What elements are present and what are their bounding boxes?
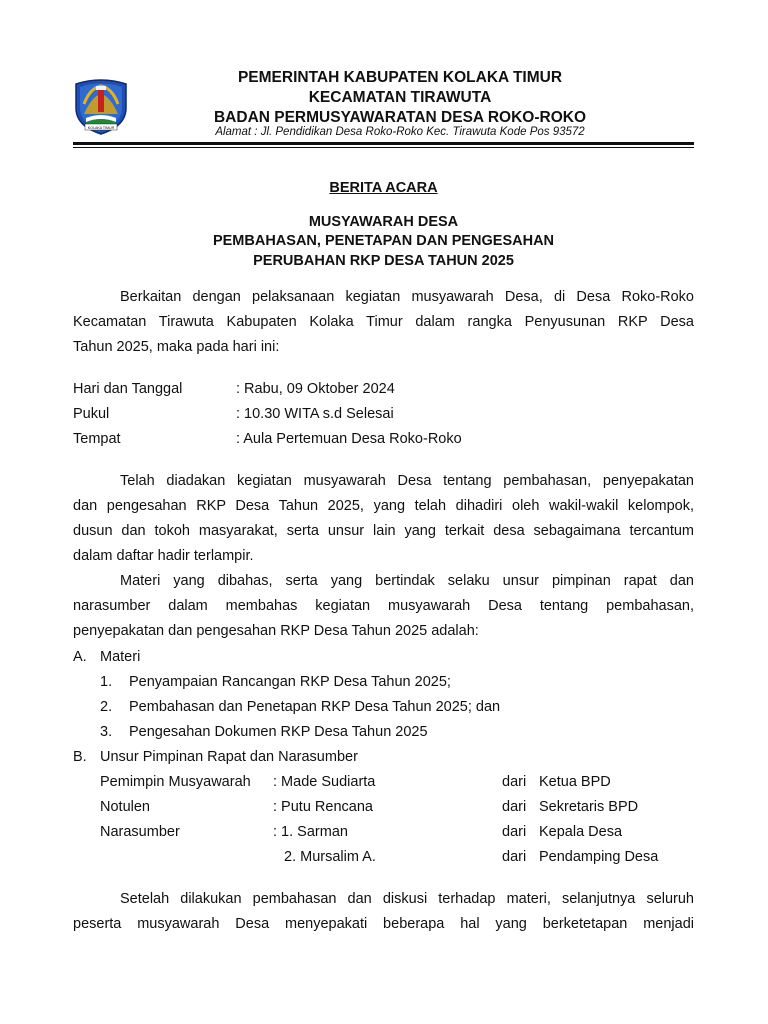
paragraph-agreement <box>73 887 694 937</box>
material-item-number: 1. <box>100 674 113 690</box>
material-item-text: Pengesahan Dokumen RKP Desa Tahun 2025 <box>129 724 428 740</box>
notulen-org: Sekretaris BPD <box>539 799 639 815</box>
section-a-label: Materi <box>100 649 141 665</box>
para1-line-2: dan pengesahan RKP Desa Tahun 2025, yang telah dihadiri oleh wakil-wakil kelompok, <box>73 498 694 514</box>
letterhead-address: Alamat : Jl. Pendidikan Desa Roko-Roko Kec. Tirawuta Kode Pos 93572 <box>215 126 585 138</box>
speaker-role: Narasumber <box>100 824 180 840</box>
day-label: Hari dan Tanggal <box>73 381 183 397</box>
speaker-1-name: : 1. Sarman <box>273 824 348 840</box>
paragraph-meeting-held <box>73 469 694 569</box>
intro-line-3: Tahun 2025, maka pada hari ini: <box>73 339 280 355</box>
time-label: Pukul <box>73 406 110 422</box>
notulen-dari: dari <box>502 799 527 815</box>
day-value: : Rabu, 09 Oktober 2024 <box>236 381 395 397</box>
para1-line-4: dalam daftar hadir terlampir. <box>73 548 254 564</box>
document-subtitle-2: PEMBAHASAN, PENETAPAN DAN PENGESAHAN <box>212 233 555 249</box>
document-subtitle-3: PERUBAHAN RKP DESA TAHUN 2025 <box>253 253 514 269</box>
letterhead-line-bpd: BADAN PERMUSYAWARATAN DESA ROKO-ROKO <box>213 109 586 126</box>
notulen-role: Notulen <box>100 799 150 815</box>
section-b-marker: B. <box>73 749 87 765</box>
intro-line-1: Berkaitan dengan pelaksanaan kegiatan musyawarah Desa, di Desa Roko-Roko <box>120 289 694 305</box>
speaker-2-name: 2. Mursalim A. <box>284 849 376 865</box>
letterhead-line-district: KECAMATAN TIRAWUTA <box>308 89 492 106</box>
kolaka-timur-emblem-logo <box>70 74 132 136</box>
para1-line-1: Telah diadakan kegiatan musyawarah Desa tentang pembahasan, penyepakatan <box>120 473 694 489</box>
leader-name: : Made Sudiarta <box>273 774 376 790</box>
document-title: BERITA ACARA <box>329 180 438 196</box>
para2-line-1: Materi yang dibahas, serta yang bertindak selaku unsur pimpinan rapat dan <box>120 573 694 589</box>
para2-line-2: narasumber dalam membahas kegiatan musyawarah Desa tentang pembahasan, <box>73 598 694 614</box>
material-item-number: 3. <box>100 724 113 740</box>
leader-org: Ketua BPD <box>539 774 611 790</box>
paragraph-materials <box>73 569 694 644</box>
leader-dari: dari <box>502 774 527 790</box>
document-subtitle-1: MUSYAWARAH DESA <box>308 214 459 230</box>
section-b-label: Unsur Pimpinan Rapat dan Narasumber <box>100 749 358 765</box>
letterhead-line-government: PEMERINTAH KABUPATEN KOLAKA TIMUR <box>237 69 563 86</box>
speaker-2-dari: dari <box>502 849 527 865</box>
para2-line-3: penyepakatan dan pengesahan RKP Desa Tahun 2025 adalah: <box>73 623 479 639</box>
speaker-1-org: Kepala Desa <box>539 824 623 840</box>
intro-paragraph <box>73 285 694 360</box>
intro-line-2: Kecamatan Tirawuta Kabupaten Kolaka Timur dalam rangka Penyusunan RKP Desa <box>73 314 694 330</box>
para3-line-2: peserta musyawarah Desa menyepakati beberapa hal yang berketetapan menjadi <box>73 916 694 932</box>
para1-line-3: dusun dan tokoh masyarakat, serta unsur lain yang terkait desa sebagaimana tercantum <box>73 523 694 539</box>
speaker-2-org: Pendamping Desa <box>539 849 659 865</box>
svg-text:KOLAKA TIMUR: KOLAKA TIMUR <box>87 126 115 130</box>
material-item-text: Penyampaian Rancangan RKP Desa Tahun 2025; <box>129 674 451 690</box>
time-value: : 10.30 WITA s.d Selesai <box>236 406 394 422</box>
notulen-name: : Putu Rencana <box>273 799 373 815</box>
letterhead-thick-divider <box>73 142 694 145</box>
section-a-marker: A. <box>73 649 87 665</box>
leader-role: Pemimpin Musyawarah <box>100 774 251 790</box>
place-label: Tempat <box>73 431 121 447</box>
para3-line-1: Setelah dilakukan pembahasan dan diskusi terhadap materi, selanjutnya seluruh <box>120 891 694 907</box>
speaker-1-dari: dari <box>502 824 527 840</box>
material-item-text: Pembahasan dan Penetapan RKP Desa Tahun 2025; dan <box>129 699 501 715</box>
place-value: : Aula Pertemuan Desa Roko-Roko <box>236 431 462 447</box>
material-item-number: 2. <box>100 699 113 715</box>
letterhead-thin-divider <box>73 147 694 148</box>
